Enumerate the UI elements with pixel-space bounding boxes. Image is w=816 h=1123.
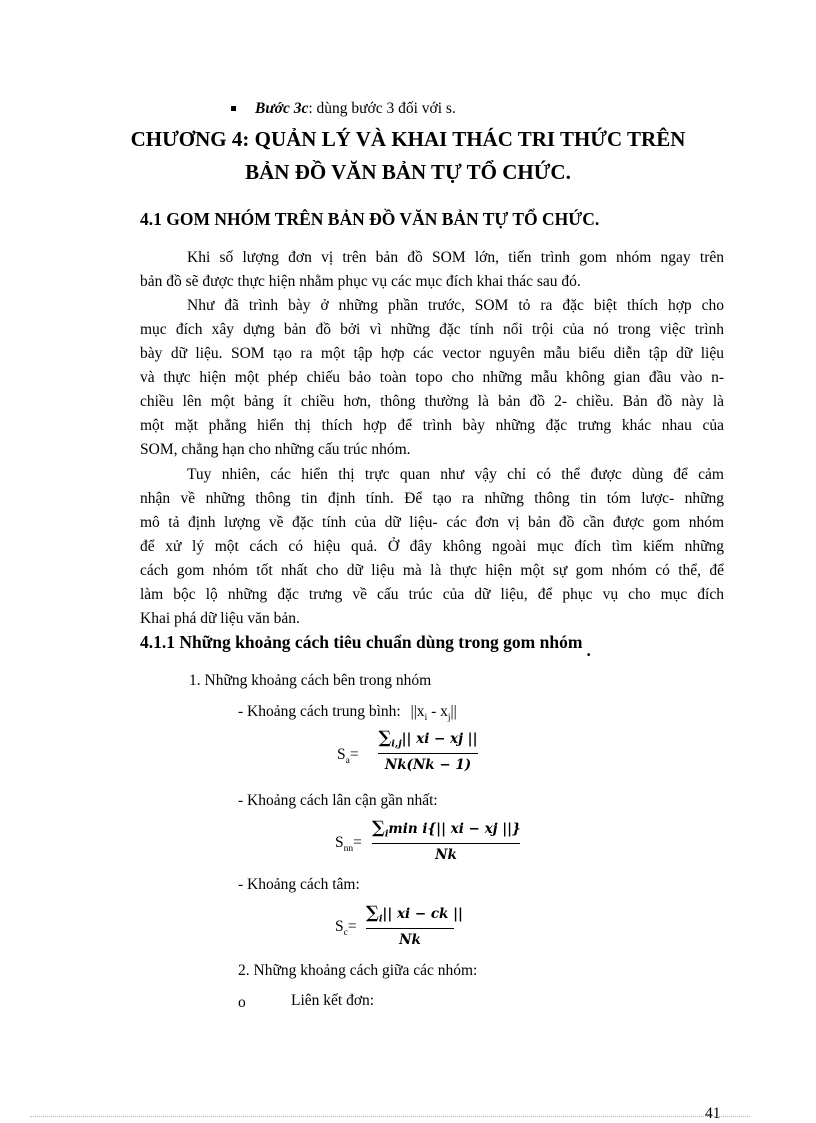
sa-symbol: S bbox=[337, 746, 346, 763]
subsection-trailing-dot: . bbox=[586, 640, 591, 660]
section-title: 4.1 GOM NHÓM TRÊN BẢN ĐỒ VĂN BẢN TỰ TỔ CHỨC. bbox=[140, 209, 600, 229]
paragraph-line: một mặt phẳng hiển thị thích hợp để trình bày những đặc trưng khác nhau của bbox=[140, 417, 724, 434]
expr-part: || bbox=[450, 703, 457, 720]
expr-part: - x bbox=[427, 703, 448, 720]
paragraph-line: chiều lên một bảng ít chiều hơn, thông thường là bản đồ 2- chiều. Bản đồ này là bbox=[140, 393, 724, 410]
intro-line bbox=[255, 100, 456, 118]
numerator-text: || xi − ck || bbox=[382, 906, 463, 922]
sigma-icon: ∑ bbox=[372, 818, 385, 838]
subsection-title bbox=[140, 632, 591, 660]
paragraph-line: bản đồ sẽ được thực hiện nhằm phục vụ các mục đích khai thác sau đó. bbox=[140, 273, 581, 290]
nn-distance-label: - Khoảng cách lân cận gần nhất: bbox=[238, 792, 438, 809]
sa-fraction bbox=[378, 728, 478, 773]
single-link-label: Liên kết đơn: bbox=[291, 992, 375, 1009]
paragraph-line: cách gom nhóm tốt nhất cho dữ liệu mà là thực hiện một sự gom nhóm có thể, để bbox=[140, 562, 724, 579]
sigma-subscript: i,j bbox=[391, 738, 402, 750]
paragraph-line: làm bộc lộ những đặc trưng về cấu trúc của dữ liệu, để phục vụ cho mục đích bbox=[140, 586, 724, 603]
sc-subscript: c bbox=[343, 928, 348, 939]
paragraph-line: Khi số lượng đơn vị trên bản đồ SOM lớn, tiến trình gom nhóm ngay trên bbox=[187, 249, 724, 266]
center-distance-label: - Khoảng cách tâm: bbox=[238, 876, 360, 893]
paragraph-line: Như đã trình bày ở những phần trước, SOM tỏ ra đặc biệt thích hợp cho bbox=[187, 297, 724, 314]
numerator-text: || xi − xj || bbox=[401, 731, 478, 747]
snn-numerator bbox=[372, 818, 520, 840]
snn-fraction bbox=[372, 818, 520, 863]
chapter-title-line2: BẢN ĐỒ VĂN BẢN TỰ TỔ CHỨC. bbox=[245, 160, 571, 184]
expr-part: ||x bbox=[410, 703, 425, 720]
sc-symbol: S bbox=[335, 918, 344, 935]
sa-label bbox=[337, 746, 359, 766]
bullet-label: Bước 3c bbox=[255, 100, 309, 117]
sc-fraction bbox=[366, 903, 463, 948]
avg-distance-expr bbox=[410, 703, 457, 724]
footer-divider bbox=[30, 1116, 750, 1117]
paragraph-line: mục đích xây dựng bản đồ bởi vì những đặc tính nổi trội của nó trong việc trình bbox=[140, 321, 724, 338]
paragraph-line: để xử lý một cách có hiệu quả. Ở đây không ngoài mục đích tìm kiếm những bbox=[140, 538, 724, 555]
chapter-title-line1: CHƯƠNG 4: QUẢN LÝ VÀ KHAI THÁC TRI THỨC TRÊN bbox=[130, 127, 686, 151]
fraction-bar bbox=[366, 928, 454, 929]
sigma-icon: ∑ bbox=[378, 728, 392, 748]
sigma-subscript: i bbox=[378, 913, 383, 925]
paragraph-line: SOM, chẳng hạn cho những cấu trúc nhóm. bbox=[140, 441, 411, 458]
snn-denominator: Nk bbox=[435, 846, 457, 863]
sc-label bbox=[335, 918, 357, 938]
paragraph-line: bày dữ liệu. SOM tạo ra một tập hợp các vector nguyên mẫu biểu diễn tập dữ liệu bbox=[140, 345, 724, 362]
paragraph-line: Khai phá dữ liệu văn bản. bbox=[140, 610, 300, 627]
equals-sign: = bbox=[347, 918, 357, 935]
square-bullet-icon bbox=[231, 106, 236, 111]
sigma-icon: ∑ bbox=[366, 903, 379, 923]
fraction-bar bbox=[378, 753, 478, 754]
avg-distance-line bbox=[238, 703, 457, 723]
paragraph-line: và thực hiện một phép chiếu bảo toàn topo cho những mẫu không gian đầu vào n- bbox=[140, 369, 724, 386]
expr-sub-i: i bbox=[424, 713, 428, 724]
subsection-title-text: 4.1.1 Những khoảng cách tiêu chuẩn dùng trong gom nhóm bbox=[140, 632, 583, 652]
snn-symbol: S bbox=[335, 834, 344, 851]
expr-sub-j: j bbox=[447, 713, 451, 724]
bullet-text: : dùng bước 3 đối với s. bbox=[308, 100, 456, 117]
circle-bullet-icon: o bbox=[238, 994, 246, 1011]
sa-numerator bbox=[378, 728, 478, 750]
fraction-bar bbox=[372, 843, 520, 844]
snn-subscript: nn bbox=[343, 844, 354, 855]
paragraph-line: Tuy nhiên, các hiển thị trực quan như vậy chỉ có thể được dùng để cảm bbox=[187, 466, 724, 483]
sigma-subscript: i bbox=[384, 828, 389, 840]
sc-denominator: Nk bbox=[399, 931, 421, 948]
list-item: 2. Những khoảng cách giữa các nhóm: bbox=[238, 962, 478, 979]
sa-denominator: Nk(Nk − 1) bbox=[384, 756, 472, 773]
numerator-text: min i{|| xi − xj ||} bbox=[388, 821, 521, 837]
snn-label bbox=[335, 834, 362, 854]
paragraph-line: nhận về những thông tin định tính. Để tạo ra những thông tin tóm lược- những bbox=[140, 490, 724, 507]
avg-distance-label: - Khoảng cách trung bình: bbox=[238, 703, 401, 720]
equals-sign: = bbox=[349, 746, 359, 763]
equals-sign: = bbox=[353, 834, 362, 851]
list-item: 1. Những khoảng cách bên trong nhóm bbox=[189, 672, 432, 689]
paragraph-line: mô tả định lượng về đặc tính của dữ liệu- các đơn vị bản đồ cần được gom nhóm bbox=[140, 514, 724, 531]
sa-subscript: a bbox=[345, 756, 350, 767]
page-number: 41 bbox=[705, 1105, 721, 1122]
sc-numerator bbox=[366, 903, 463, 925]
